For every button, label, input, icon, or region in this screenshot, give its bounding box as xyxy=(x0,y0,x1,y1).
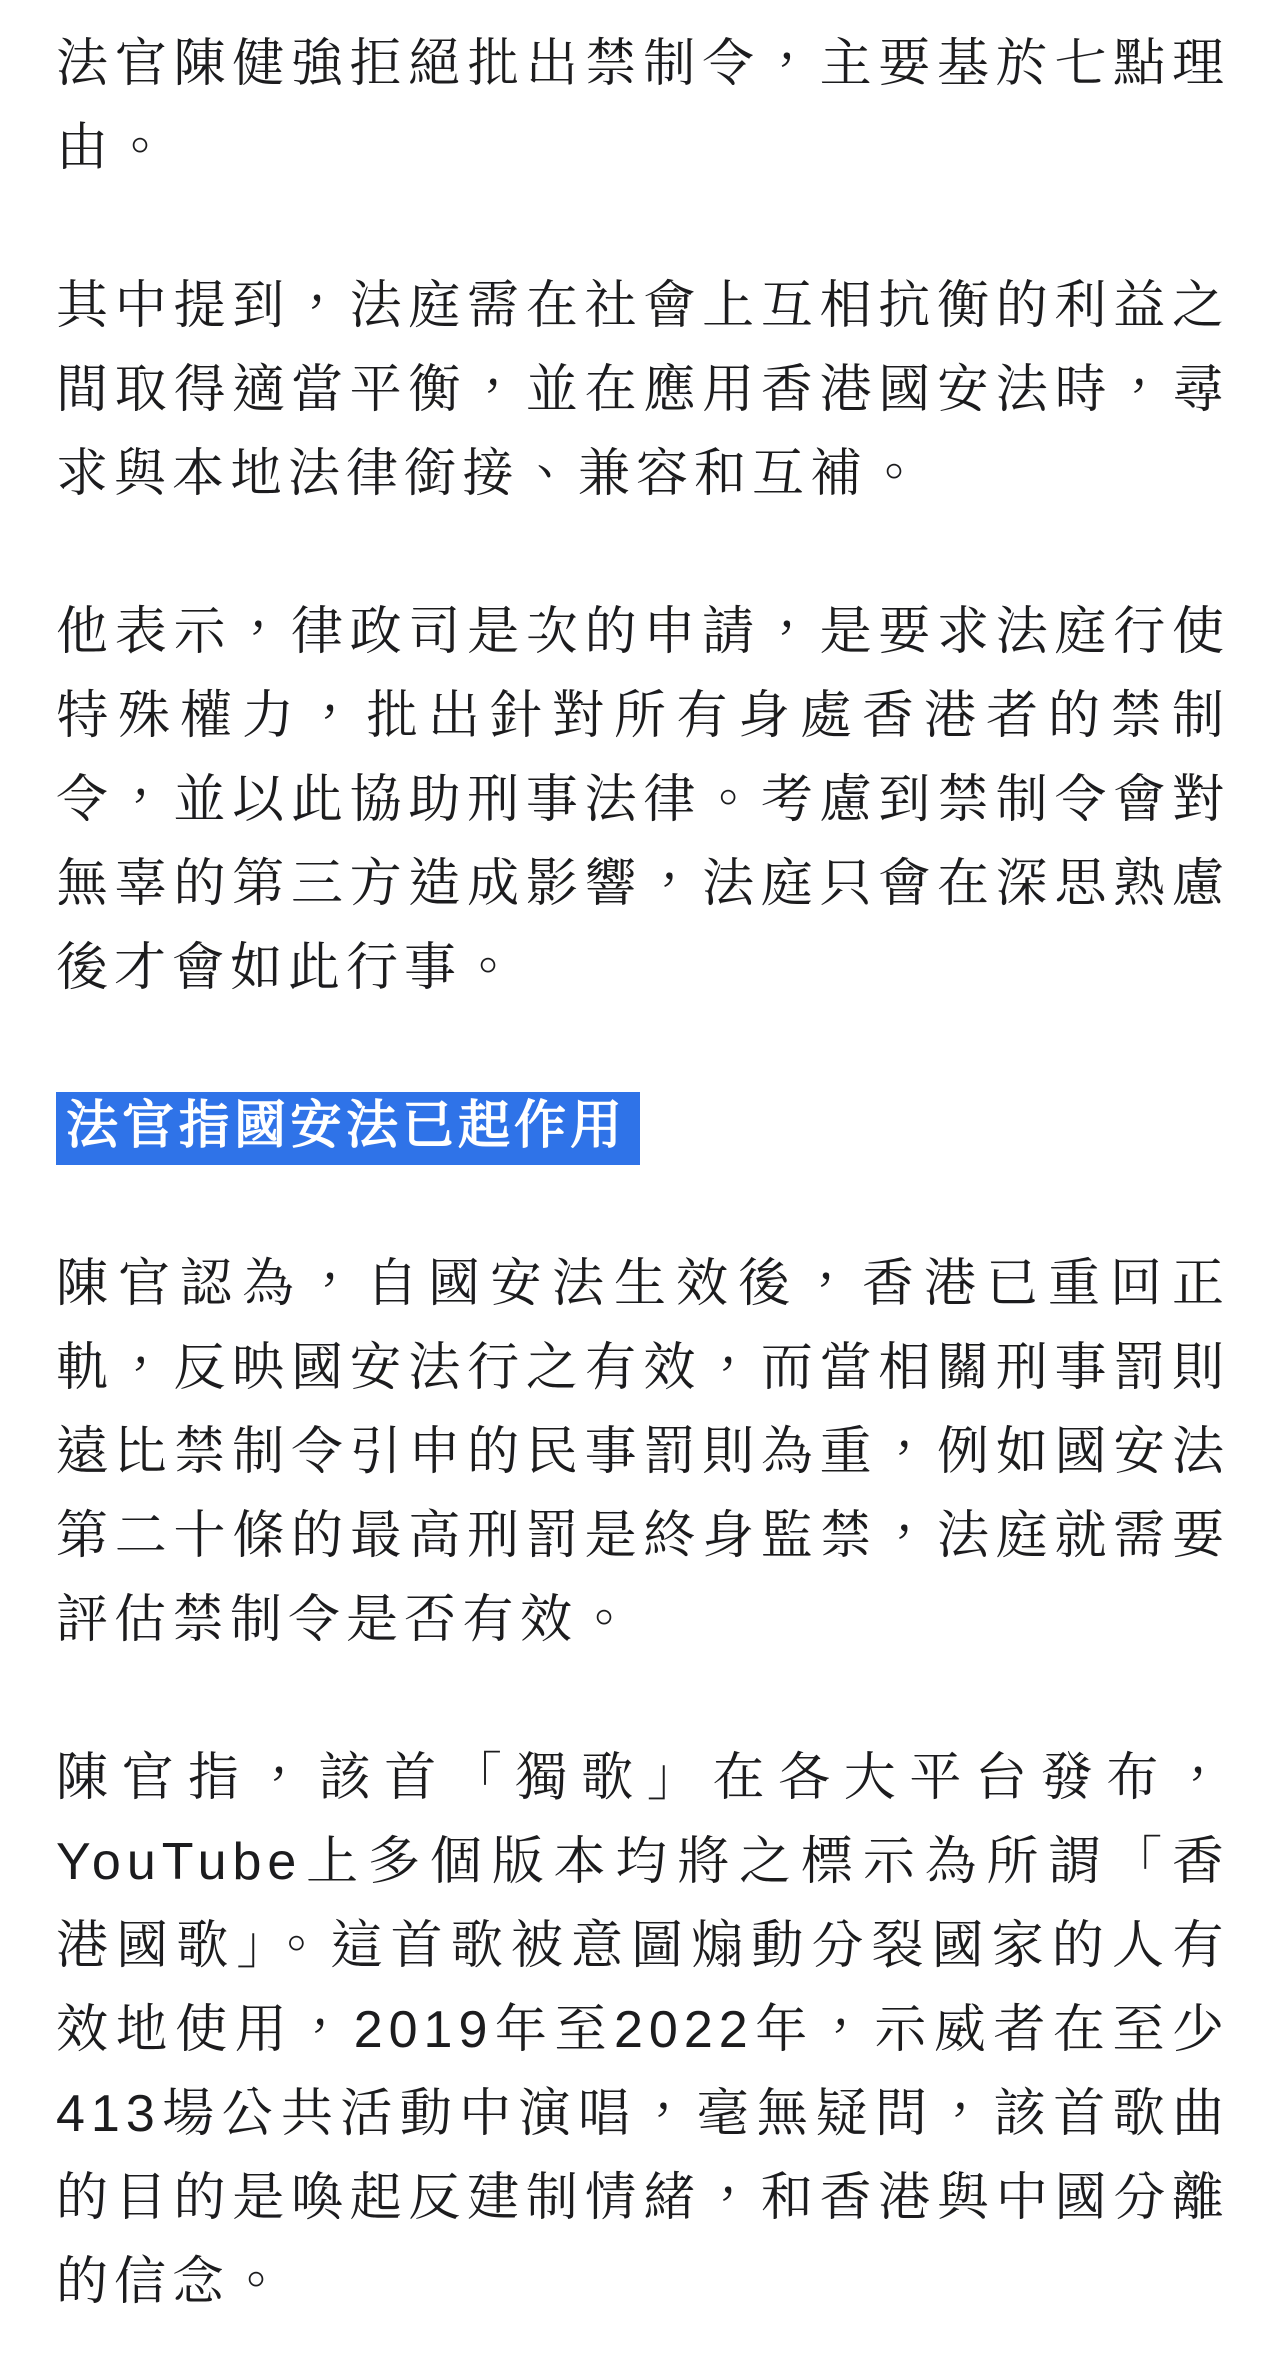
article-paragraph: 法官陳健強拒絕批出禁制令，主要基於七點理由。 xyxy=(56,35,1230,177)
article-paragraph: 陳官指，該首「獨歌」在各大平台發布，YouTube上多個版本均將之標示為所謂「香港國歌」。這首歌被意圖煽動分裂國家的人有效地使用，2019年至2022年，示威者在至少413場公共活動中演唱，毫無疑問，該首歌曲的目的是喚起反建制情緒，和香港與中國分離的信念。 xyxy=(56,1749,1230,2311)
article-paragraph: 他表示，律政司是次的申請，是要求法庭行使特殊權力，批出針對所有身處香港者的禁制令，並以此協助刑事法律。考慮到禁制令會對無辜的第三方造成影響，法庭只會在深思熟慮後才會如此行事。 xyxy=(56,603,1230,997)
article-paragraph: 其中提到，法庭需在社會上互相抗衡的利益之間取得適當平衡，並在應用香港國安法時，尋求與本地法律銜接、兼容和互補。 xyxy=(56,277,1230,503)
heading-highlight: 法官指國安法已起作用 xyxy=(56,1092,640,1165)
article-paragraph: 陳官認為，自國安法生效後，香港已重回正軌，反映國安法行之有效，而當相關刑事罰則遠比禁制令引申的民事罰則為重，例如國安法第二十條的最高刑罰是終身監禁，法庭就需要評估禁制令是否有效。 xyxy=(56,1255,1230,1649)
section-heading xyxy=(56,1084,1230,1168)
